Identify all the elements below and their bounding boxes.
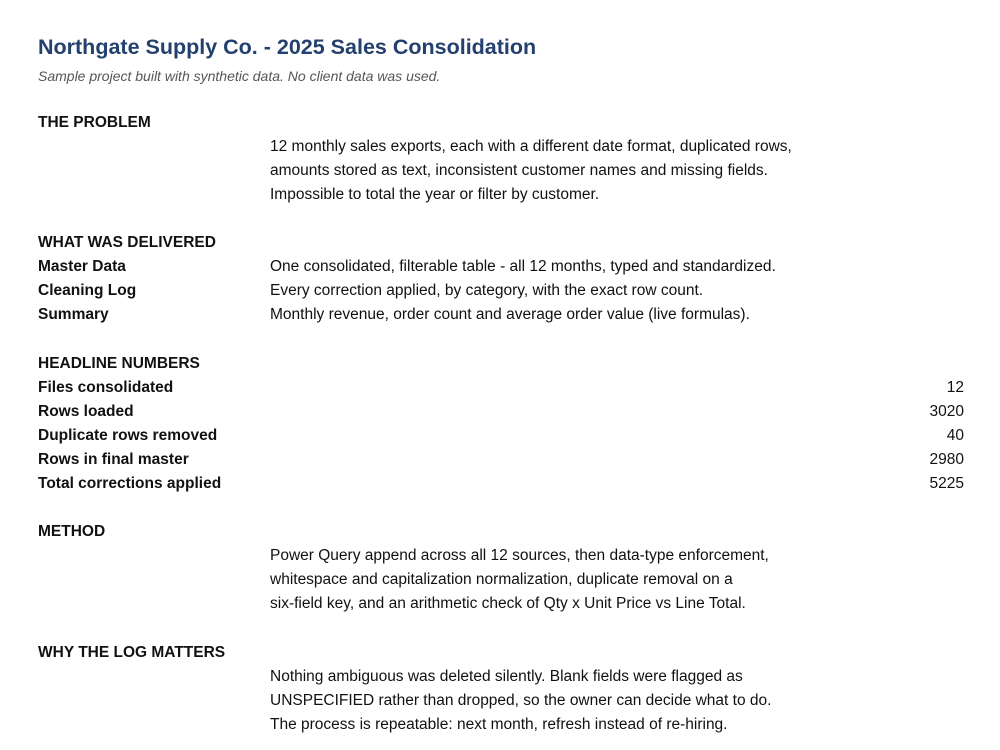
metric-row (38, 424, 964, 448)
delivered-item-label: Master Data (38, 258, 126, 275)
method-line (38, 568, 964, 592)
delivered-item-text: Monthly revenue, order count and average order value (live formulas). (270, 306, 750, 323)
problem-text: 12 monthly sales exports, each with a different date format, duplicated rows, (270, 138, 792, 155)
method-line (38, 544, 964, 568)
metric-row (38, 448, 964, 472)
metric-value: 2980 (929, 451, 964, 468)
section-heading: HEADLINE NUMBERS (38, 355, 200, 372)
section-heading: METHOD (38, 523, 106, 540)
problem-text: amounts stored as text, inconsistent customer names and missing fields. (270, 162, 768, 179)
page-subtitle: Sample project built with synthetic data. No client data was used. (38, 68, 441, 84)
section-headline-heading (38, 352, 964, 376)
delivered-item (38, 255, 964, 279)
metric-value: 12 (946, 379, 964, 396)
problem-line (38, 183, 964, 207)
metric-label: Files consolidated (38, 379, 174, 396)
log-line (38, 665, 964, 689)
method-line (38, 592, 964, 616)
method-text: six-field key, and an arithmetic check of Qty x Unit Price vs Line Total. (270, 595, 746, 612)
delivered-item-text: Every correction applied, by category, with the exact row count. (270, 282, 704, 299)
metric-label: Rows in final master (38, 451, 189, 468)
log-line (38, 689, 964, 713)
log-line (38, 713, 964, 737)
metric-label: Duplicate rows removed (38, 427, 218, 444)
metric-value: 5225 (929, 475, 964, 492)
section-log-heading (38, 641, 964, 665)
metric-row (38, 376, 964, 400)
metric-row (38, 472, 964, 496)
metric-row (38, 400, 964, 424)
delivered-item-text: One consolidated, filterable table - all 12 months, typed and standardized. (270, 258, 776, 275)
log-text: UNSPECIFIED rather than dropped, so the owner can decide what to do. (270, 692, 772, 709)
delivered-item-label: Cleaning Log (38, 282, 137, 299)
section-heading: THE PROBLEM (38, 114, 151, 131)
delivered-item (38, 279, 964, 303)
section-heading: WHY THE LOG MATTERS (38, 644, 226, 661)
delivered-item-label: Summary (38, 306, 109, 323)
method-text: whitespace and capitalization normalization, duplicate removal on a (270, 571, 733, 588)
section-method-heading (38, 520, 964, 544)
section-heading: WHAT WAS DELIVERED (38, 234, 216, 251)
problem-line (38, 135, 964, 159)
section-problem-heading (38, 111, 964, 135)
metric-label: Rows loaded (38, 403, 134, 420)
method-text: Power Query append across all 12 sources, then data-type enforcement, (270, 547, 769, 564)
log-text: Nothing ambiguous was deleted silently. Blank fields were flagged as (270, 668, 743, 685)
problem-text: Impossible to total the year or filter by customer. (270, 186, 600, 203)
problem-line (38, 159, 964, 183)
metric-label: Total corrections applied (38, 475, 222, 492)
metric-value: 40 (946, 427, 964, 444)
log-text: The process is repeatable: next month, refresh instead of re-hiring. (270, 716, 728, 733)
page-title: Northgate Supply Co. - 2025 Sales Consolidation (38, 35, 537, 59)
delivered-item (38, 303, 964, 327)
metric-value: 3020 (929, 403, 964, 420)
section-delivered-heading (38, 231, 964, 255)
